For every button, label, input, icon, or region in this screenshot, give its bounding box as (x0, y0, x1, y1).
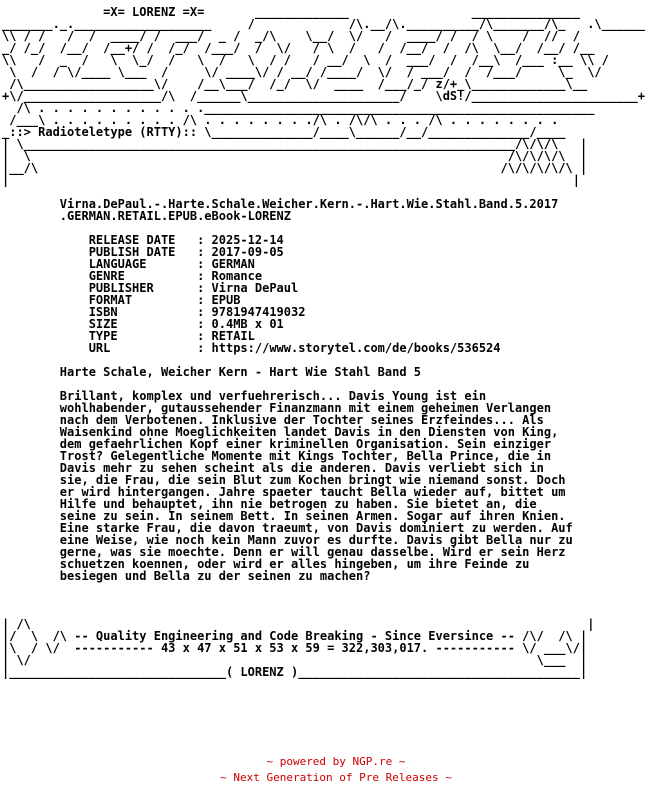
description-line (2, 570, 670, 582)
description-text: Davis mehr zu sehen scheint als die anderen. Davis verliebt sich in (59, 461, 544, 475)
description-text: besiegen und Bella zu der seinen zu machen? (59, 569, 371, 583)
release-field-value: 9781947419032 (211, 305, 306, 319)
release-field-value: Romance (211, 269, 263, 283)
description-text: Waisenkind ohne Moeglichkeiten landet Davis in den Diensten von King, (59, 425, 559, 439)
tagline: |/ \ /\ -- Quality Engineering and Code Breaking - Since Eversince -- /\/ /\ | (2, 629, 588, 643)
description-text: Hilfe und behauptet, ihn nie betrogen zu haben. Sie bietet an, die (59, 497, 537, 511)
release-field-key: SIZE (88, 317, 118, 331)
release-field-value: RETAIL (211, 329, 255, 343)
release-field-row: ISBN : 9781947419032 (88, 305, 306, 319)
spacer (2, 582, 670, 594)
release-field-value: 0.4MB x 01 (211, 317, 284, 331)
release-field-value: GERMAN (211, 257, 255, 271)
section-heading-rtty: _::> Radioteletype (RTTY):: \______________/____\______/__/______________/____ (2, 125, 566, 139)
book-description (2, 390, 670, 582)
release-field-value: https://www.storytel.com/de/books/536524 (211, 341, 501, 355)
header-art-line: _______._.___________________ / /\.__/\.__________/\_______/\_ .\______ (2, 17, 645, 31)
header-art-line: \\ / / / / ____/ / ___/ _ / _/\ \__/ \/ / ____/ / / \ / // / (2, 29, 580, 43)
release-field-key: RELEASE DATE (88, 233, 176, 247)
release-title (2, 210, 670, 222)
footer-tagline-text: ~ Next Generation of Pre Releases ~ (220, 771, 452, 784)
nfo-text (2, 6, 670, 678)
header-art-line: \\ / _ / \ \_/ / \ / \ / / / __/ \ / ___/ / /__\ /___ :__ \\ / (2, 53, 609, 67)
frame-line: | /\ | (2, 617, 595, 631)
book-title-text: Harte Schale, Weicher Kern - Hart Wie Stahl Band 5 (59, 365, 422, 379)
frame-line: |__/\ /\/\/\/\/\ | (2, 161, 588, 175)
release-info-table (2, 234, 670, 354)
header-art-line: =X= LORENZ =X= _____________ _______________ (2, 6, 580, 19)
signature-line: |______________________________( LORENZ )_______________________________________| (2, 665, 588, 679)
prime-product-line: |\ / \/ ----------- 43 x 47 x 51 x 53 x 59 = 322,303,017. ----------- \/ ___\/| (2, 641, 588, 655)
footer-tagline (0, 768, 672, 786)
release-field-row: PUBLISHER : Virna DePaul (88, 281, 299, 295)
release-field-key: ISBN (88, 305, 118, 319)
release-field-key: LANGUAGE (88, 257, 147, 271)
powered-by-text: ~ powered by NGP.re ~ (266, 755, 406, 768)
description-text: er wird hintergangen. Jahre spaeter taucht Bella wieder auf, bittet um (59, 485, 566, 499)
release-field-row: GENRE : Romance (88, 269, 263, 283)
release-field-row: PUBLISH DATE : 2017-09-05 (88, 245, 284, 259)
release-field-value: EPUB (211, 293, 241, 307)
header-art-line: /\ . . . . . . . . . . . .______________________________________________________ (2, 101, 595, 115)
description-text: Eine starke Frau, die davon traeumt, von Davis dominiert zu werden. Auf (59, 521, 573, 535)
description-text: Trost? Gelegentliche Momente mit Kings Tochter, Bella Prince, die in (59, 449, 552, 463)
release-field-row: LANGUAGE : GERMAN (88, 257, 255, 271)
header-art-line: /\__________________\/ /__\___/ /_/ \/ ____ /___/_/ z/+_\_____________\__ (2, 77, 588, 91)
frame-line: | | (2, 173, 580, 187)
header-art-line: _/ /_/ /__/ /__+/ / /_/ /___/ / \/ / \ / / /__/ / /\ \__/ /__/ /__ (2, 41, 595, 55)
release-field-value: 2017-09-05 (211, 245, 284, 259)
book-title (2, 366, 670, 378)
release-field-key: TYPE (88, 329, 118, 343)
description-text: Brillant, komplex und verfuehrerisch... Davis Young ist ein (59, 389, 487, 403)
release-field-row: SIZE : 0.4MB x 01 (88, 317, 284, 331)
frame-line: | \ /\/\/\/\ | (2, 149, 588, 163)
description-text: wohlhabender, gutaussehender Finanzmann mit einem geheimen Verlangen (59, 401, 552, 415)
nfo-document (2, 6, 670, 746)
frame-line: | \____________________________________________________________________/\/\/\ | (2, 137, 588, 151)
release-field-key: GENRE (88, 269, 125, 283)
description-text: sie, die Frau, die sein Blut zum Kochen bringt wie niemand sonst. Doch (59, 473, 566, 487)
header-art-line: /___\ . . . . . . . . . /\ . . . . . . . ./\ . /\/\ . . . /\ . . . . . . . . (2, 113, 566, 127)
release-field-key: URL (88, 341, 111, 355)
description-text: nach dem Verbotenen. Inklusive der Tochter seines Erzfeindes... Als (59, 413, 544, 427)
description-text: seine zu sein. In seinem Bett. In seinen Armen. Sogar auf ihren Knien. (59, 509, 566, 523)
header-art-line: \ / / \/____ \___ / \/ ____\/ / __/ /____/ \/ / ___/ / /___/ \_ \/ (2, 65, 602, 79)
release-field-key: PUBLISHER (88, 281, 154, 295)
release-field-value: Virna DePaul (211, 281, 299, 295)
release-name-line2: .GERMAN.RETAIL.EPUB.eBook-LORENZ (59, 209, 291, 223)
release-name-line1: Virna.DePaul.-.Harte.Schale.Weicher.Kern.-.Hart.Wie.Stahl.Band.5.2017 (59, 197, 559, 211)
description-text: schuetzen koennen, oder wird er alles hingeben, um ihre Feinde zu (59, 557, 530, 571)
description-text: dem gefaehrlichen Kopf einer kriminellen Organisation. Sein einziger (59, 437, 552, 451)
description-text: eine Weise, wie noch kein Mann zuvor es durfte. Davis gibt Bella nur zu (59, 533, 573, 547)
release-field-key: PUBLISH DATE (88, 245, 176, 259)
frame-line: | \/ \___ | (2, 653, 588, 667)
release-field-row: RELEASE DATE : 2025-12-14 (88, 233, 284, 247)
header-art-line: +\/___________________/\ /______\_____________________/ \dS!/_______________________+ (2, 89, 645, 103)
release-field-row: TYPE : RETAIL (88, 329, 255, 343)
description-text: gerne, was sie moechte. Denn er will genau dasselbe. Wird er sein Herz (59, 545, 566, 559)
release-field-row: FORMAT : EPUB (88, 293, 241, 307)
release-field-row: URL : https://www.storytel.com/de/books/536524 (88, 341, 501, 355)
release-field-value: 2025-12-14 (211, 233, 284, 247)
release-field-key: FORMAT (88, 293, 133, 307)
spacer (2, 594, 670, 606)
